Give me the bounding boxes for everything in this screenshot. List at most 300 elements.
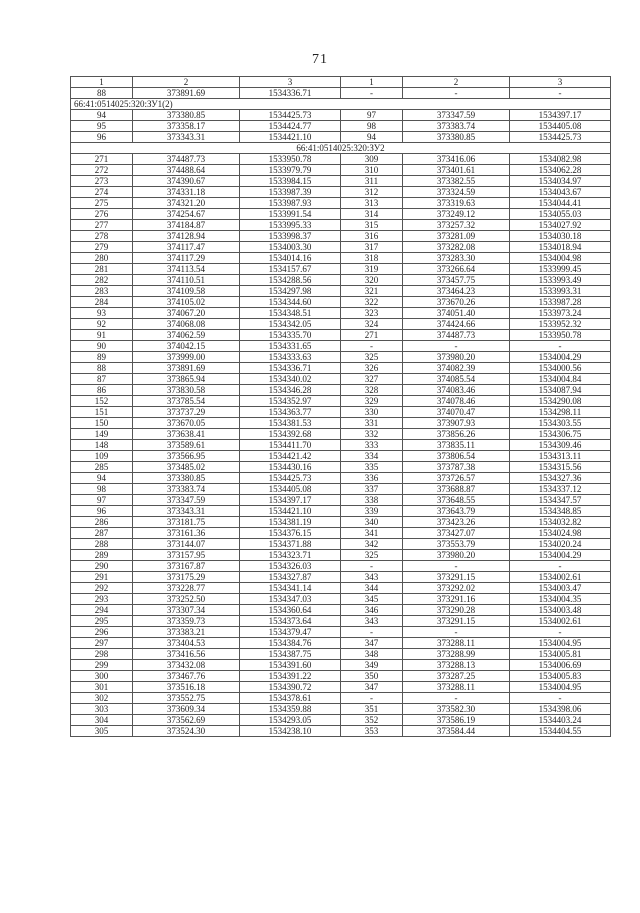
table-row	[71, 275, 611, 286]
cell-x-right: 373288.99	[403, 649, 510, 660]
cell-point-left: 91	[71, 330, 133, 341]
cell-y-right: 1534043.67	[510, 187, 611, 198]
cell-y-right: -	[510, 561, 611, 572]
cell-point-left: 109	[71, 451, 133, 462]
cell-x-right: 373643.79	[403, 506, 510, 517]
cell-y-right: 1534027.92	[510, 220, 611, 231]
cell-y-right: 1534004.95	[510, 682, 611, 693]
cell-point-right: 336	[341, 473, 403, 484]
cell-x-right: 373287.25	[403, 671, 510, 682]
cell-y-right: 1533993.49	[510, 275, 611, 286]
cell-point-left: 303	[71, 704, 133, 715]
cell-point-left: 291	[71, 572, 133, 583]
cell-x-left: 373307.34	[133, 605, 240, 616]
cell-x-left: 374117.29	[133, 253, 240, 264]
cell-y-left: 1533987.93	[240, 198, 341, 209]
cell-y-right: 1534002.61	[510, 572, 611, 583]
cell-x-right: 374424.66	[403, 319, 510, 330]
cell-point-left: 290	[71, 561, 133, 572]
cell-y-left: 1534342.05	[240, 319, 341, 330]
cell-point-left: 282	[71, 275, 133, 286]
cell-x-right: 373401.61	[403, 165, 510, 176]
cell-y-left: 1533987.39	[240, 187, 341, 198]
cell-x-left: 374068.08	[133, 319, 240, 330]
cell-point-right: 317	[341, 242, 403, 253]
cell-y-right: 1534327.36	[510, 473, 611, 484]
cell-x-right: 373382.55	[403, 176, 510, 187]
table-row	[71, 594, 611, 605]
table-row	[71, 484, 611, 495]
table-row	[71, 528, 611, 539]
cell-x-right: 373266.64	[403, 264, 510, 275]
cell-point-left: 94	[71, 473, 133, 484]
table-header-row	[71, 77, 611, 88]
cell-x-left: 373343.31	[133, 132, 240, 143]
cell-point-right: 350	[341, 671, 403, 682]
cell-x-left: 373891.69	[133, 363, 240, 374]
cell-y-left: 1534405.08	[240, 484, 341, 495]
cell-point-right: -	[341, 561, 403, 572]
table-row	[71, 418, 611, 429]
cell-y-right: 1534404.55	[510, 726, 611, 737]
table-row	[71, 660, 611, 671]
cell-point-left: 90	[71, 341, 133, 352]
cell-y-right: 1534018.94	[510, 242, 611, 253]
cell-x-left: 373737.29	[133, 407, 240, 418]
cell-x-right: 373856.26	[403, 429, 510, 440]
cell-point-left: 271	[71, 154, 133, 165]
cell-y-right: 1534005.83	[510, 671, 611, 682]
cell-point-left: 293	[71, 594, 133, 605]
header-cell-x-right: 2	[403, 77, 510, 88]
cell-x-right: 373416.06	[403, 154, 510, 165]
cell-x-right: 373281.09	[403, 231, 510, 242]
cell-point-left: 285	[71, 462, 133, 473]
cell-point-left: 151	[71, 407, 133, 418]
cell-x-right: 373553.79	[403, 539, 510, 550]
cell-point-right: 338	[341, 495, 403, 506]
cell-point-left: 278	[71, 231, 133, 242]
cell-point-right: 325	[341, 550, 403, 561]
cell-y-right: 1533999.45	[510, 264, 611, 275]
cell-y-left: 1534157.67	[240, 264, 341, 275]
cell-x-right: 373324.59	[403, 187, 510, 198]
table-row	[71, 176, 611, 187]
cell-y-left: 1534363.77	[240, 407, 341, 418]
cell-y-right: -	[510, 88, 611, 99]
cell-point-left: 289	[71, 550, 133, 561]
table-row	[71, 88, 611, 99]
table-row	[71, 242, 611, 253]
cell-y-left: 1534293.05	[240, 715, 341, 726]
cell-point-right: 341	[341, 528, 403, 539]
table-row	[71, 209, 611, 220]
cell-x-left: 373566.95	[133, 451, 240, 462]
cell-y-left: 1534379.47	[240, 627, 341, 638]
cell-y-right: 1534000.56	[510, 363, 611, 374]
cell-x-left: 374331.18	[133, 187, 240, 198]
table-row	[71, 154, 611, 165]
cell-y-left: 1534331.65	[240, 341, 341, 352]
cell-y-right: 1534298.11	[510, 407, 611, 418]
table-row	[71, 374, 611, 385]
cell-x-right: 373383.74	[403, 121, 510, 132]
cell-x-right: -	[403, 627, 510, 638]
cell-point-right: 346	[341, 605, 403, 616]
cell-point-right: 332	[341, 429, 403, 440]
cell-y-left: 1533979.79	[240, 165, 341, 176]
cell-point-right: 351	[341, 704, 403, 715]
table-row	[71, 715, 611, 726]
cell-x-left: 373343.31	[133, 506, 240, 517]
cell-y-left: 1534376.15	[240, 528, 341, 539]
table-row	[71, 121, 611, 132]
cell-y-right: -	[510, 627, 611, 638]
cell-point-right: 320	[341, 275, 403, 286]
cell-point-left: 150	[71, 418, 133, 429]
cell-point-right: 319	[341, 264, 403, 275]
cell-x-right: 373584.44	[403, 726, 510, 737]
header-cell-y-right: 3	[510, 77, 611, 88]
cell-x-left: 373830.58	[133, 385, 240, 396]
cell-x-right: 373787.38	[403, 462, 510, 473]
cell-y-right: 1534004.84	[510, 374, 611, 385]
cell-x-right: 373288.11	[403, 682, 510, 693]
cell-y-right: 1534397.17	[510, 110, 611, 121]
cell-y-right: 1534405.08	[510, 121, 611, 132]
cell-x-left: 374254.67	[133, 209, 240, 220]
cell-point-left: 295	[71, 616, 133, 627]
cell-point-left: 288	[71, 539, 133, 550]
table-row	[71, 473, 611, 484]
cell-x-left: 373516.18	[133, 682, 240, 693]
section-header-row	[71, 143, 611, 154]
cell-point-left: 92	[71, 319, 133, 330]
cell-point-left: 286	[71, 517, 133, 528]
table-row	[71, 550, 611, 561]
cell-x-left: 373785.54	[133, 396, 240, 407]
cell-x-right: 373347.59	[403, 110, 510, 121]
cell-y-left: 1534390.72	[240, 682, 341, 693]
cell-x-right: 373726.57	[403, 473, 510, 484]
header-cell-y-left: 3	[240, 77, 341, 88]
cell-x-right: 373423.26	[403, 517, 510, 528]
cell-x-right: 373290.28	[403, 605, 510, 616]
table-row	[71, 264, 611, 275]
cell-x-right: 374487.73	[403, 330, 510, 341]
table-row	[71, 506, 611, 517]
table-row	[71, 726, 611, 737]
cell-y-right: 1533973.24	[510, 308, 611, 319]
cell-y-right: 1534005.81	[510, 649, 611, 660]
cell-x-left: 373144.07	[133, 539, 240, 550]
cell-point-left: 275	[71, 198, 133, 209]
cell-x-right: 373907.93	[403, 418, 510, 429]
cell-y-right: 1534004.29	[510, 352, 611, 363]
cell-point-right: -	[341, 341, 403, 352]
cell-x-left: 373380.85	[133, 473, 240, 484]
table-row	[71, 638, 611, 649]
cell-point-left: 292	[71, 583, 133, 594]
cell-point-left: 95	[71, 121, 133, 132]
header-cell-x-left: 2	[133, 77, 240, 88]
cell-point-left: 299	[71, 660, 133, 671]
cell-point-right: 343	[341, 616, 403, 627]
cell-point-left: 97	[71, 495, 133, 506]
cell-x-right: 373291.15	[403, 572, 510, 583]
cell-x-left: 374042.15	[133, 341, 240, 352]
cell-point-right: 97	[341, 110, 403, 121]
section-title: 66:41:0514025:320:ЗУ2	[71, 143, 611, 154]
cell-y-left: 1534378.61	[240, 693, 341, 704]
cell-point-right: 335	[341, 462, 403, 473]
cell-y-left: 1534333.63	[240, 352, 341, 363]
cell-y-left: 1534326.03	[240, 561, 341, 572]
cell-point-left: 148	[71, 440, 133, 451]
cell-x-left: 373638.41	[133, 429, 240, 440]
cell-point-left: 281	[71, 264, 133, 275]
table-row	[71, 440, 611, 451]
cell-x-left: 374128.94	[133, 231, 240, 242]
cell-x-left: 373404.53	[133, 638, 240, 649]
cell-x-left: 373383.21	[133, 627, 240, 638]
cell-y-left: 1534335.70	[240, 330, 341, 341]
cell-point-left: 279	[71, 242, 133, 253]
cell-y-right: 1534398.06	[510, 704, 611, 715]
cell-y-left: 1533995.33	[240, 220, 341, 231]
cell-point-left: 88	[71, 363, 133, 374]
cell-point-right: -	[341, 627, 403, 638]
cell-point-left: 284	[71, 297, 133, 308]
cell-point-left: 297	[71, 638, 133, 649]
cell-point-left: 89	[71, 352, 133, 363]
table-row	[71, 165, 611, 176]
cell-y-left: 1534323.71	[240, 550, 341, 561]
cell-x-left: 373467.76	[133, 671, 240, 682]
cell-x-right: 373319.63	[403, 198, 510, 209]
cell-point-left: 96	[71, 506, 133, 517]
header-cell-point-right: 1	[341, 77, 403, 88]
cell-y-right: 1534313.11	[510, 451, 611, 462]
cell-point-right: 310	[341, 165, 403, 176]
cell-x-right: 373282.08	[403, 242, 510, 253]
cell-y-right: 1534290.08	[510, 396, 611, 407]
cell-point-right: 325	[341, 352, 403, 363]
cell-x-right: 373980.20	[403, 352, 510, 363]
cell-y-left: 1534397.17	[240, 495, 341, 506]
coordinates-table	[70, 76, 611, 737]
cell-point-left: 283	[71, 286, 133, 297]
cell-point-right: 342	[341, 539, 403, 550]
cell-y-right: 1534004.35	[510, 594, 611, 605]
cell-point-left: 298	[71, 649, 133, 660]
cell-y-right: 1534306.75	[510, 429, 611, 440]
table-row	[71, 297, 611, 308]
cell-y-right: -	[510, 693, 611, 704]
cell-point-left: 94	[71, 110, 133, 121]
cell-point-right: 326	[341, 363, 403, 374]
cell-point-right: -	[341, 693, 403, 704]
cell-point-right: 321	[341, 286, 403, 297]
cell-x-right: 374082.39	[403, 363, 510, 374]
cell-x-right: 374083.46	[403, 385, 510, 396]
cell-point-right: 334	[341, 451, 403, 462]
cell-x-left: 373432.08	[133, 660, 240, 671]
cell-y-left: 1534411.70	[240, 440, 341, 451]
cell-x-right: 374085.54	[403, 374, 510, 385]
cell-y-left: 1534346.28	[240, 385, 341, 396]
cell-x-right: 373648.55	[403, 495, 510, 506]
cell-point-right: 318	[341, 253, 403, 264]
cell-x-left: 374117.47	[133, 242, 240, 253]
cell-point-right: 348	[341, 649, 403, 660]
cell-y-right: 1534032.82	[510, 517, 611, 528]
table-row	[71, 649, 611, 660]
cell-point-right: 330	[341, 407, 403, 418]
cell-point-right: 329	[341, 396, 403, 407]
table-row	[71, 187, 611, 198]
table-row	[71, 583, 611, 594]
cell-y-right: 1533987.28	[510, 297, 611, 308]
table-row	[71, 231, 611, 242]
cell-y-left: 1534430.16	[240, 462, 341, 473]
cell-x-left: 373157.95	[133, 550, 240, 561]
cell-x-right: -	[403, 341, 510, 352]
cell-x-right: 373457.75	[403, 275, 510, 286]
table-row	[71, 110, 611, 121]
cell-point-right: 339	[341, 506, 403, 517]
cell-x-left: 373562.69	[133, 715, 240, 726]
cell-x-left: 374488.64	[133, 165, 240, 176]
cell-x-right: -	[403, 693, 510, 704]
cell-x-right: 373291.15	[403, 616, 510, 627]
cell-x-left: 373167.87	[133, 561, 240, 572]
cell-point-left: 280	[71, 253, 133, 264]
table-row	[71, 429, 611, 440]
cell-x-left: 373670.05	[133, 418, 240, 429]
table-row	[71, 693, 611, 704]
cell-x-left: 373552.75	[133, 693, 240, 704]
table-row	[71, 539, 611, 550]
cell-point-left: 296	[71, 627, 133, 638]
cell-point-right: 352	[341, 715, 403, 726]
table-row	[71, 605, 611, 616]
cell-x-right: 373292.02	[403, 583, 510, 594]
table-row	[71, 495, 611, 506]
cell-y-left: 1534327.87	[240, 572, 341, 583]
table-row	[71, 308, 611, 319]
table-row	[71, 286, 611, 297]
cell-y-left: 1534391.22	[240, 671, 341, 682]
coordinates-table-body	[71, 77, 611, 737]
cell-point-left: 276	[71, 209, 133, 220]
cell-y-left: 1534003.30	[240, 242, 341, 253]
cell-y-right: 1534003.47	[510, 583, 611, 594]
cell-point-right: -	[341, 88, 403, 99]
cell-y-right: 1534315.56	[510, 462, 611, 473]
cell-point-left: 304	[71, 715, 133, 726]
cell-point-left: 96	[71, 132, 133, 143]
cell-x-left: 373524.30	[133, 726, 240, 737]
cell-x-right: 373835.11	[403, 440, 510, 451]
section-header-row	[71, 99, 611, 110]
table-row	[71, 682, 611, 693]
cell-y-left: 1534014.16	[240, 253, 341, 264]
cell-point-left: 86	[71, 385, 133, 396]
table-row	[71, 671, 611, 682]
cell-y-left: 1533950.78	[240, 154, 341, 165]
cell-point-right: 353	[341, 726, 403, 737]
cell-x-right: 374070.47	[403, 407, 510, 418]
cell-y-left: 1533991.54	[240, 209, 341, 220]
cell-point-right: 323	[341, 308, 403, 319]
cell-y-right: 1534002.61	[510, 616, 611, 627]
cell-point-right: 314	[341, 209, 403, 220]
cell-y-right: 1534425.73	[510, 132, 611, 143]
cell-y-left: 1534348.51	[240, 308, 341, 319]
table-row	[71, 517, 611, 528]
cell-x-right: 373288.11	[403, 638, 510, 649]
cell-point-left: 273	[71, 176, 133, 187]
table-row	[71, 319, 611, 330]
cell-point-left: 272	[71, 165, 133, 176]
cell-point-right: 349	[341, 660, 403, 671]
cell-x-left: 373485.02	[133, 462, 240, 473]
cell-point-right: 311	[341, 176, 403, 187]
table-row	[71, 132, 611, 143]
cell-x-right: 374051.40	[403, 308, 510, 319]
cell-y-left: 1534425.73	[240, 110, 341, 121]
cell-x-left: 373181.75	[133, 517, 240, 528]
cell-y-right: -	[510, 341, 611, 352]
table-row	[71, 451, 611, 462]
cell-y-right: 1534044.41	[510, 198, 611, 209]
cell-y-right: 1534004.29	[510, 550, 611, 561]
cell-point-right: 271	[341, 330, 403, 341]
cell-point-left: 302	[71, 693, 133, 704]
table-row	[71, 385, 611, 396]
cell-point-right: 327	[341, 374, 403, 385]
cell-x-right: 373688.87	[403, 484, 510, 495]
cell-y-left: 1534347.03	[240, 594, 341, 605]
cell-x-right: 373427.07	[403, 528, 510, 539]
cell-y-right: 1534004.98	[510, 253, 611, 264]
cell-point-left: 93	[71, 308, 133, 319]
cell-x-left: 374390.67	[133, 176, 240, 187]
cell-y-right: 1533993.31	[510, 286, 611, 297]
cell-y-right: 1534024.98	[510, 528, 611, 539]
cell-y-left: 1534352.97	[240, 396, 341, 407]
cell-y-left: 1534238.10	[240, 726, 341, 737]
table-row	[71, 572, 611, 583]
cell-point-left: 87	[71, 374, 133, 385]
table-row	[71, 396, 611, 407]
cell-x-left: 373416.56	[133, 649, 240, 660]
cell-x-right: 373288.13	[403, 660, 510, 671]
cell-y-left: 1534336.71	[240, 363, 341, 374]
cell-x-left: 374113.54	[133, 264, 240, 275]
cell-point-left: 301	[71, 682, 133, 693]
cell-x-right: 373380.85	[403, 132, 510, 143]
cell-y-right: 1534082.98	[510, 154, 611, 165]
cell-y-left: 1533984.15	[240, 176, 341, 187]
cell-point-right: 322	[341, 297, 403, 308]
cell-x-left: 374110.51	[133, 275, 240, 286]
cell-y-right: 1534003.48	[510, 605, 611, 616]
table-row	[71, 363, 611, 374]
cell-point-right: 344	[341, 583, 403, 594]
cell-y-left: 1534359.88	[240, 704, 341, 715]
